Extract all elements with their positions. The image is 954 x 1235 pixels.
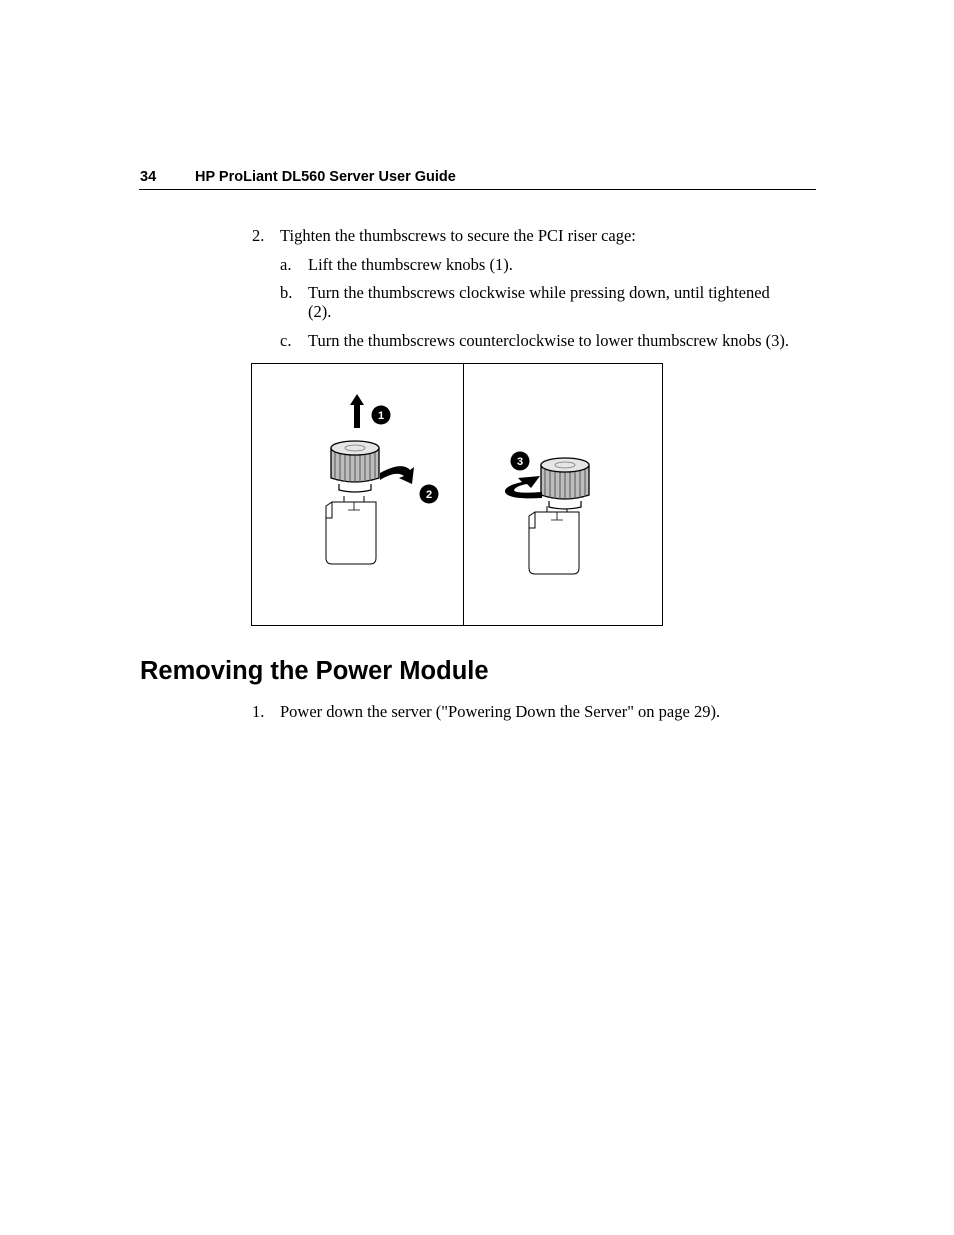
substep-letter: b. bbox=[280, 283, 293, 302]
callout-1-label: 1 bbox=[377, 410, 385, 422]
bracket-right bbox=[529, 506, 579, 574]
clockwise-arrow-icon bbox=[380, 466, 414, 484]
bracket-left bbox=[326, 496, 376, 564]
step-text: Power down the server ("Powering Down the Server" on page 29). bbox=[280, 702, 721, 721]
step-2 bbox=[252, 226, 812, 246]
step-number: 1. bbox=[252, 702, 265, 721]
page-number: 34 bbox=[140, 169, 157, 185]
substep-letter: a. bbox=[280, 255, 292, 274]
thumbscrew-illustration bbox=[252, 364, 662, 625]
section-step-1 bbox=[252, 702, 812, 722]
substep-a bbox=[280, 255, 810, 275]
substep-b bbox=[280, 283, 810, 323]
callout-2 bbox=[420, 485, 439, 504]
step-text: Tighten the thumbscrews to secure the PCI riser cage: bbox=[280, 226, 636, 245]
step-number: 2. bbox=[252, 226, 265, 245]
thumbscrew-figure bbox=[251, 363, 663, 626]
guide-title: HP ProLiant DL560 Server User Guide bbox=[195, 169, 456, 185]
section-title: Removing the Power Module bbox=[140, 657, 489, 685]
thumbscrew-knob-icon bbox=[331, 441, 379, 492]
substep-text: Lift the thumbscrew knobs (1). bbox=[308, 255, 513, 274]
callout-1 bbox=[372, 406, 391, 425]
substep-text-line-2: (2). bbox=[308, 302, 332, 321]
running-header bbox=[139, 168, 816, 190]
up-arrow-icon bbox=[350, 394, 364, 428]
substep-letter: c. bbox=[280, 331, 292, 350]
thumbscrew-knob-lowered-icon bbox=[541, 458, 589, 509]
callout-2-label: 2 bbox=[425, 489, 433, 501]
callout-3 bbox=[511, 452, 530, 471]
substep-c bbox=[280, 331, 815, 351]
substep-text-line-1: Turn the thumbscrews clockwise while pressing down, until tightened bbox=[308, 283, 770, 302]
counterclockwise-arrow-icon bbox=[505, 476, 542, 498]
substep-text: Turn the thumbscrews counterclockwise to lower thumbscrew knobs (3). bbox=[308, 331, 790, 350]
callout-3-label: 3 bbox=[516, 456, 524, 468]
